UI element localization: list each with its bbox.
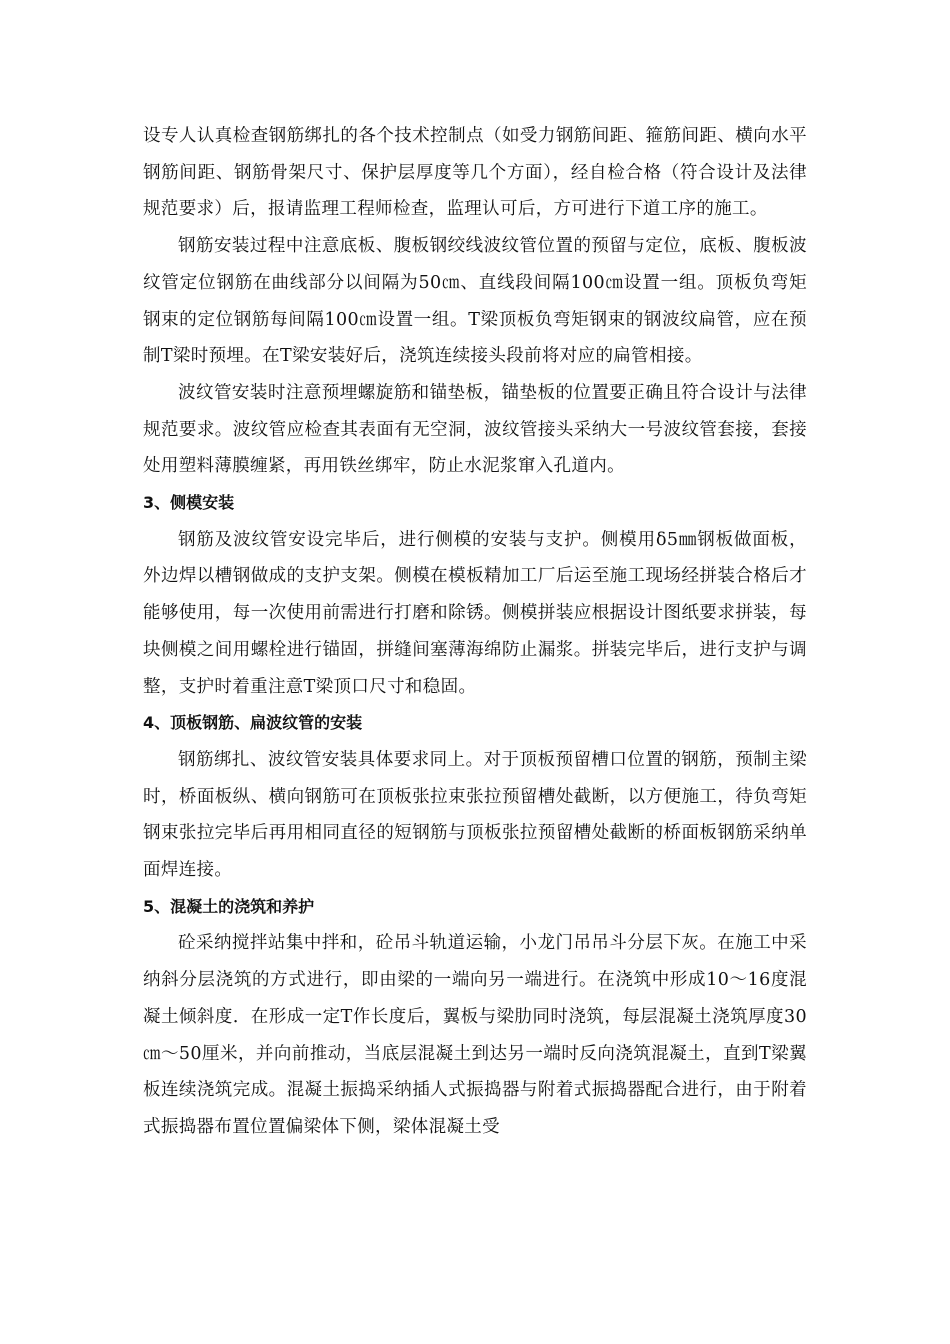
paragraph-top-slab-rebar: 钢筋绑扎、波纹管安装具体要求同上。对于顶板预留槽口位置的钢筋，预制主梁时，桥面板纵、横向钢筋可在顶板张拉束张拉预留槽处截断，以方便施工，待负弯矩钢束张拉完毕后再用相同直径的短钢筋与顶板张拉预留槽处截断的桥面板钢筋采纳单面焊连接。 — [143, 749, 807, 881]
paragraph-rebar-installation: 钢筋安装过程中注意底板、腹板钢绞线波纹管位置的预留与定位，底板、腹板波纹管定位钢筋在曲线部分以间隔为50㎝、直线段间隔100㎝设置一组。顶板负弯矩钢束的定位钢筋每间隔100㎝设置一组。T梁顶板负弯矩钢束的钢波纹扁管，应在预制T梁时预埋。在T梁安装好后，浇筑连续接头段前将对应的扁管相接。 — [143, 236, 807, 367]
paragraph-duct-installation: 波纹管安装时注意预埋螺旋筋和锚垫板，锚垫板的位置要正确且符合设计与法律规范要求。波纹管应检查其表面有无空洞，波纹管接头采纳大一号波纹管套接，套接处用塑料薄膜缠紧，再用铁丝绑牢，防止水泥浆窜入孔道内。 — [143, 382, 807, 477]
paragraph-concrete-pouring: 砼采纳搅拌站集中拌和，砼吊斗轨道运输，小龙门吊吊斗分层下灰。在施工中采纳斜分层浇筑的方式进行，即由梁的一端向另一端进行。在浇筑中形成10～16度混凝土倾斜度．在形成一定T作长度后，翼板与梁肋同时浇筑，每层混凝土浇筑厚度30 ㎝～50厘米，并向前推动，当底层混凝土到达另一端时反向浇筑混凝土，直到T梁翼板连续浇筑完成。混凝土振捣采纳插人式振捣器与附着式振捣器配合进行，由于附着式振捣器布置位置偏梁体下侧，梁体混凝土受 — [143, 933, 807, 1137]
paragraph-side-formwork: 钢筋及波纹管安设完毕后，进行侧模的安装与支护。侧模用δ5㎜钢板做面板，外边焊以槽钢做成的支护支架。侧模在模板精加工厂后运至施工现场经拼装合格后才能够使用，每一次使用前需进行打磨和除锈。侧模拼装应根据设计图纸要求拼装，每块侧模之间用螺栓进行锚固，拼缝间塞薄海绵防止漏浆。拼装完毕后，进行支护与调整，支护时着重注意T梁顶口尺寸和稳固。 — [143, 529, 807, 697]
paragraph-rebar-inspection: 设专人认真检查钢筋绑扎的各个技术控制点（如受力钢筋间距、箍筋间距、横向水平钢筋间距、钢筋骨架尺寸、保护层厚度等几个方面），经自检合格（符合设计及法律规范要求）后，报请监理工程师检查，监理认可后，方可进行下道工序的施工。 — [143, 126, 807, 220]
section-heading-5: 5、混凝土的浇筑和养护 — [143, 896, 315, 916]
document-body — [143, 118, 807, 1146]
section-heading-3: 3、侧模安装 — [143, 493, 235, 513]
section-heading-4: 4、顶板钢筋、扁波纹管的安装 — [143, 713, 363, 733]
